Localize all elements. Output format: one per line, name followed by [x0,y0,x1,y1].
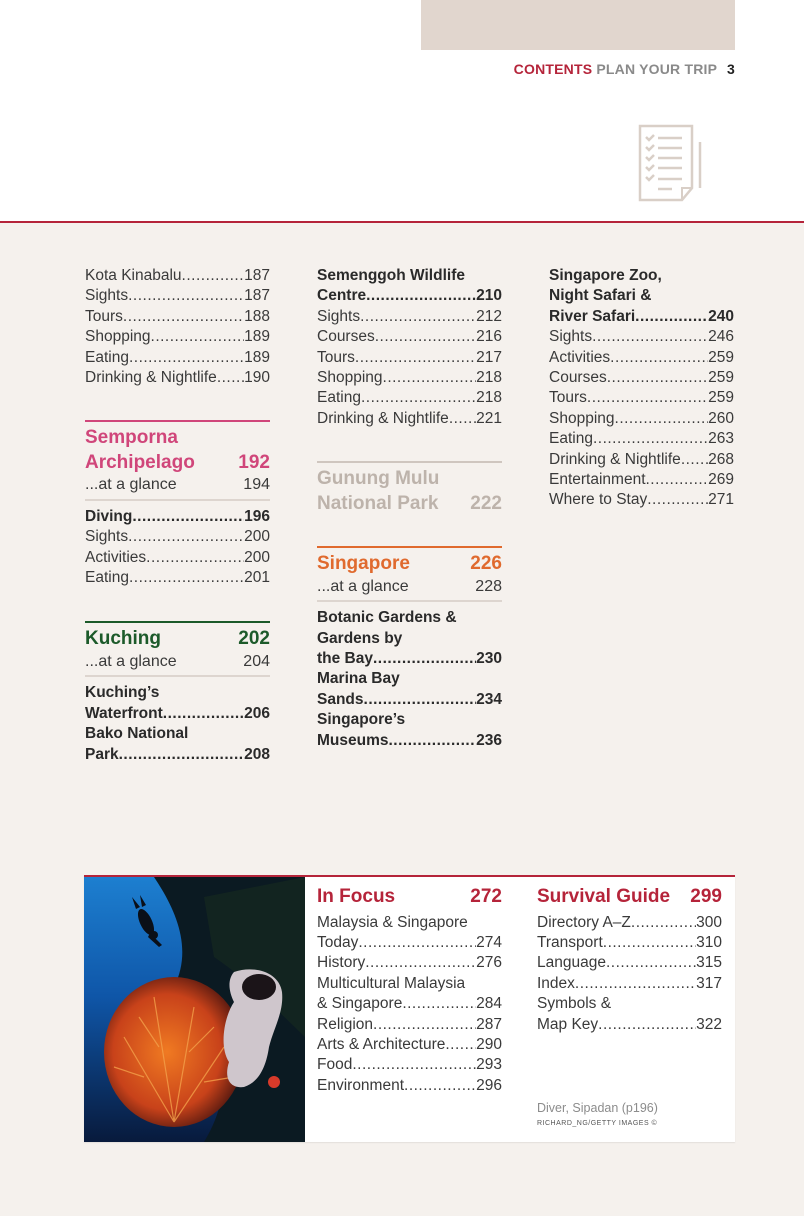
bottom-panel [84,875,735,1142]
toc-entry[interactable]: Drinking & Nightlife ..... 221 [317,409,502,429]
toc-entry[interactable]: Bako National Park ..... 208 [85,724,270,765]
singapore-zoo-section [549,266,734,511]
gunung-mulu-section [317,461,502,516]
toc-entry[interactable]: Tours ..... 259 [549,388,734,408]
section-title[interactable]: National Park 222 [317,492,502,514]
toc-entry[interactable]: Courses ..... 259 [549,368,734,388]
in-focus-section [317,885,502,1096]
toc-entry[interactable]: Shopping ..... 189 [85,327,270,347]
toc-entry[interactable]: Malaysia & Singapore Today ..... 274 [317,913,502,954]
section-title[interactable]: Kuching 202 [85,628,270,650]
toc-entry[interactable]: Shopping ..... 260 [549,409,734,429]
semenggoh-section [317,266,502,429]
toc-entry[interactable]: Food ..... 293 [317,1055,502,1075]
toc-entry[interactable]: Arts & Architecture ..... 290 [317,1035,502,1055]
toc-entry[interactable]: Eating ..... 201 [85,568,270,588]
part-label: PLAN YOUR TRIP [596,61,717,77]
toc-entry[interactable]: Eating ..... 263 [549,429,734,449]
toc-entry[interactable]: Marina Bay Sands ..... 234 [317,669,502,710]
semporna-section [85,420,270,588]
toc-entry[interactable]: Eating ..... 218 [317,388,502,408]
toc-entry[interactable]: Kota Kinabalu ..... 187 [85,266,270,286]
toc-entry[interactable]: Symbols & Map Key ..... 322 [537,994,722,1035]
toc-entry[interactable]: Where to Stay ..... 271 [549,490,734,510]
kuching-section [85,621,270,765]
toc-entry[interactable]: Semenggoh Wildlife Centre ..... 210 [317,266,502,307]
page-number: 3 [727,61,735,77]
section-title[interactable]: Archipelago 192 [85,451,270,473]
toc-entry[interactable]: Sights ..... 200 [85,527,270,547]
toc-entry[interactable]: Singapore’s Museums ..... 236 [317,710,502,751]
toc-entry[interactable]: Directory A–Z ..... 300 [537,913,722,933]
section-title[interactable]: In Focus 272 [317,886,502,907]
checklist-document-icon [636,124,708,204]
toc-entry[interactable]: Botanic Gardens & Gardens by the Bay ..... 230 [317,608,502,669]
kota-kinabalu-section [85,266,270,388]
toc-entry[interactable]: Eating ..... 189 [85,348,270,368]
header-divider [0,221,804,223]
at-a-glance-entry[interactable]: ...at a glance 194 [85,475,270,500]
section-title[interactable]: Semporna [85,427,178,449]
toc-entry[interactable]: Tours ..... 188 [85,307,270,327]
singapore-section [317,546,502,751]
toc-entry[interactable]: Tours ..... 217 [317,348,502,368]
section-title[interactable]: Singapore 226 [317,553,502,575]
toc-entry[interactable]: Drinking & Nightlife ..... 190 [85,368,270,388]
toc-entry[interactable]: Multicultural Malaysia & Singapore ..... 284 [317,974,502,1015]
section-label: CONTENTS [513,61,593,77]
section-title[interactable]: Gunung Mulu [317,468,440,490]
survival-guide-section [537,885,722,1035]
photo-caption: Diver, Sipadan (p196) [537,1101,658,1115]
header-color-band [421,0,735,50]
at-a-glance-entry[interactable]: ...at a glance 228 [317,577,502,602]
toc-entry[interactable]: Entertainment ..... 269 [549,470,734,490]
toc-entry[interactable]: Courses ..... 216 [317,327,502,347]
toc-entry[interactable]: Environment ..... 296 [317,1076,502,1096]
toc-entry[interactable]: Transport ..... 310 [537,933,722,953]
toc-entry[interactable]: Index ..... 317 [537,974,722,994]
running-head [514,61,735,77]
photo-credit: RICHARD_NG/GETTY IMAGES © [537,1120,658,1127]
toc-column-2 [317,266,502,751]
at-a-glance-entry[interactable]: ...at a glance 204 [85,652,270,677]
toc-entry[interactable]: History ..... 276 [317,953,502,973]
toc-entry[interactable]: Activities ..... 200 [85,548,270,568]
toc-entry[interactable]: Kuching’s Waterfront ..... 206 [85,683,270,724]
toc-entry[interactable]: Activities ..... 259 [549,348,734,368]
toc-column-3 [549,266,734,511]
toc-entry[interactable]: Diving ..... 196 [85,507,270,527]
toc-entry[interactable]: Drinking & Nightlife ..... 268 [549,450,734,470]
toc-entry[interactable]: Language ..... 315 [537,953,722,973]
photo-illustration [84,877,305,1142]
toc-entry[interactable]: Shopping ..... 218 [317,368,502,388]
toc-entry[interactable]: Singapore Zoo, Night Safari & River Safari ..... 240 [549,266,734,327]
section-title[interactable]: Survival Guide 299 [537,886,722,907]
toc-entry[interactable]: Sights ..... 187 [85,286,270,306]
toc-entry[interactable]: Religion ..... 287 [317,1015,502,1035]
toc-column-1 [85,266,270,765]
toc-entry[interactable]: Sights ..... 212 [317,307,502,327]
scuba-diver-coral-photo [84,877,305,1142]
toc-entry[interactable]: Sights ..... 246 [549,327,734,347]
